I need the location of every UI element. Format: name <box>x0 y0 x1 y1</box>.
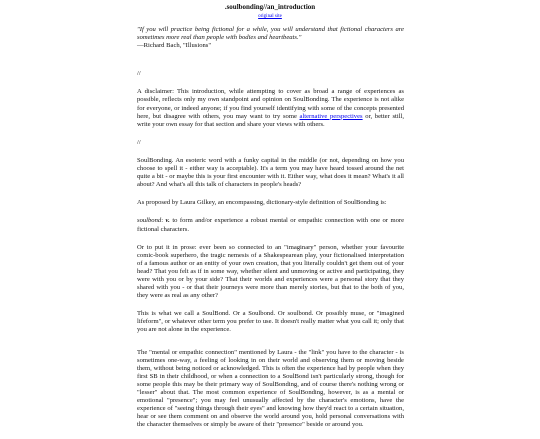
definition-intro: As proposed by Laura Gilkey, an encompassing, dictionary-style definition of SoulBonding is: <box>137 199 387 207</box>
intro-paragraph: SoulBonding. An esoteric word with a funky capital in the middle (or not, depending on how you choose to spell it - either way is acceptable). It's a term you may have heard tossed around the net quite a bit - or maybe this is your first encounter with it. Either way, what does it mean? What's it all about? And what's all this talk of characters in people's heads? <box>137 156 404 189</box>
separator: // <box>137 138 141 146</box>
original-site-line <box>0 13 540 20</box>
separator: // <box>137 70 141 78</box>
epigraph-attribution: —Richard Bach, "Illusions" <box>137 42 212 50</box>
page-title: .soulbonding//an_introduction <box>224 3 316 11</box>
main-content <box>137 26 404 439</box>
alternative-perspectives-link[interactable]: alternative perspectives <box>299 112 363 120</box>
definition-text: to form and/or experience a robust mental or empathic connection with one or more fictional characters. <box>137 217 404 233</box>
connection-paragraph: The "mental or empathic connection" mentioned by Laura - the "link" you have to the character - is sometimes one-way, a feeling of looking in on their world and observing them or moving beside them, without being noticed or acknowledged. This is often the experience had by people when they first SB in their childhood, or when a connection to a SoulBond isn't particularly strong, though for some people this may be their primary way of SoulBonding, and of course there's nothing wrong or "lesser" about that. The most common experience of SoulBonding, however, is as a mental or emotional "presence"; you may feel unusually affected by the character's emotions, have the experience of "seeing things through their eyes" and knowing how they'd react to a certain situation, hear or see them comment on and observe the world around you, hold personal conversations with the character themselves or simply be aware of their "presence" beside or around you. <box>137 348 404 429</box>
definition-part-of-speech: v. <box>165 217 170 225</box>
disclaimer-paragraph <box>137 88 404 128</box>
original-site-link[interactable]: original site <box>258 14 282 19</box>
epigraph <box>137 26 404 50</box>
definition-word: soulbond <box>137 217 162 225</box>
prose-paragraph: Or to put it in prose: ever been so connected to an "imaginary" person, whether your favourite comic-book superhero, the tragic nemesis of a Shakespearean play, your fictionalised interpretation of a famous author or an entity of your own creation, that you literally couldn't get them out of your head? That you felt as if in some way, whether silent and unmoving or active and participating, they were with you or by your side? That their worlds and experiences were a personal story that they shared with you - or that their journeys were more than merely stories, but that to the both of you, they were as real as any other? <box>137 243 404 300</box>
epigraph-quote: "If you will practice being fictional for a while, you will understand that fictional characters are sometimes more real than people with bodies and heartbeats." <box>137 26 404 42</box>
definition-paragraph: soulbond: v. to form and/or experience a robust mental or empathic connection with one or more fictional characters. <box>137 217 404 233</box>
call-paragraph: This is what we call a SoulBond. Or a Soulbond. Or soulbond. Or possibly muse, or "imagined lifeform", or whatever other term you prefer to use. It doesn't really matter what you call it; only that you are not alone in the experience. <box>137 310 404 334</box>
disclaimer-text-before: A disclaimer: This introduction, while attempting to cover as broad a range of experiences as possible, reflects only my own standpoint and opinion on SoulBonding. The experience is not alike for everyone, or indeed anyone; if you find yourself identifying with some of the concepts presented here, but disagree with others, you may want to try some <box>137 88 404 120</box>
disclaimer-text-after: or, better still, write your own essay for that section and share your views with others. <box>137 112 405 128</box>
